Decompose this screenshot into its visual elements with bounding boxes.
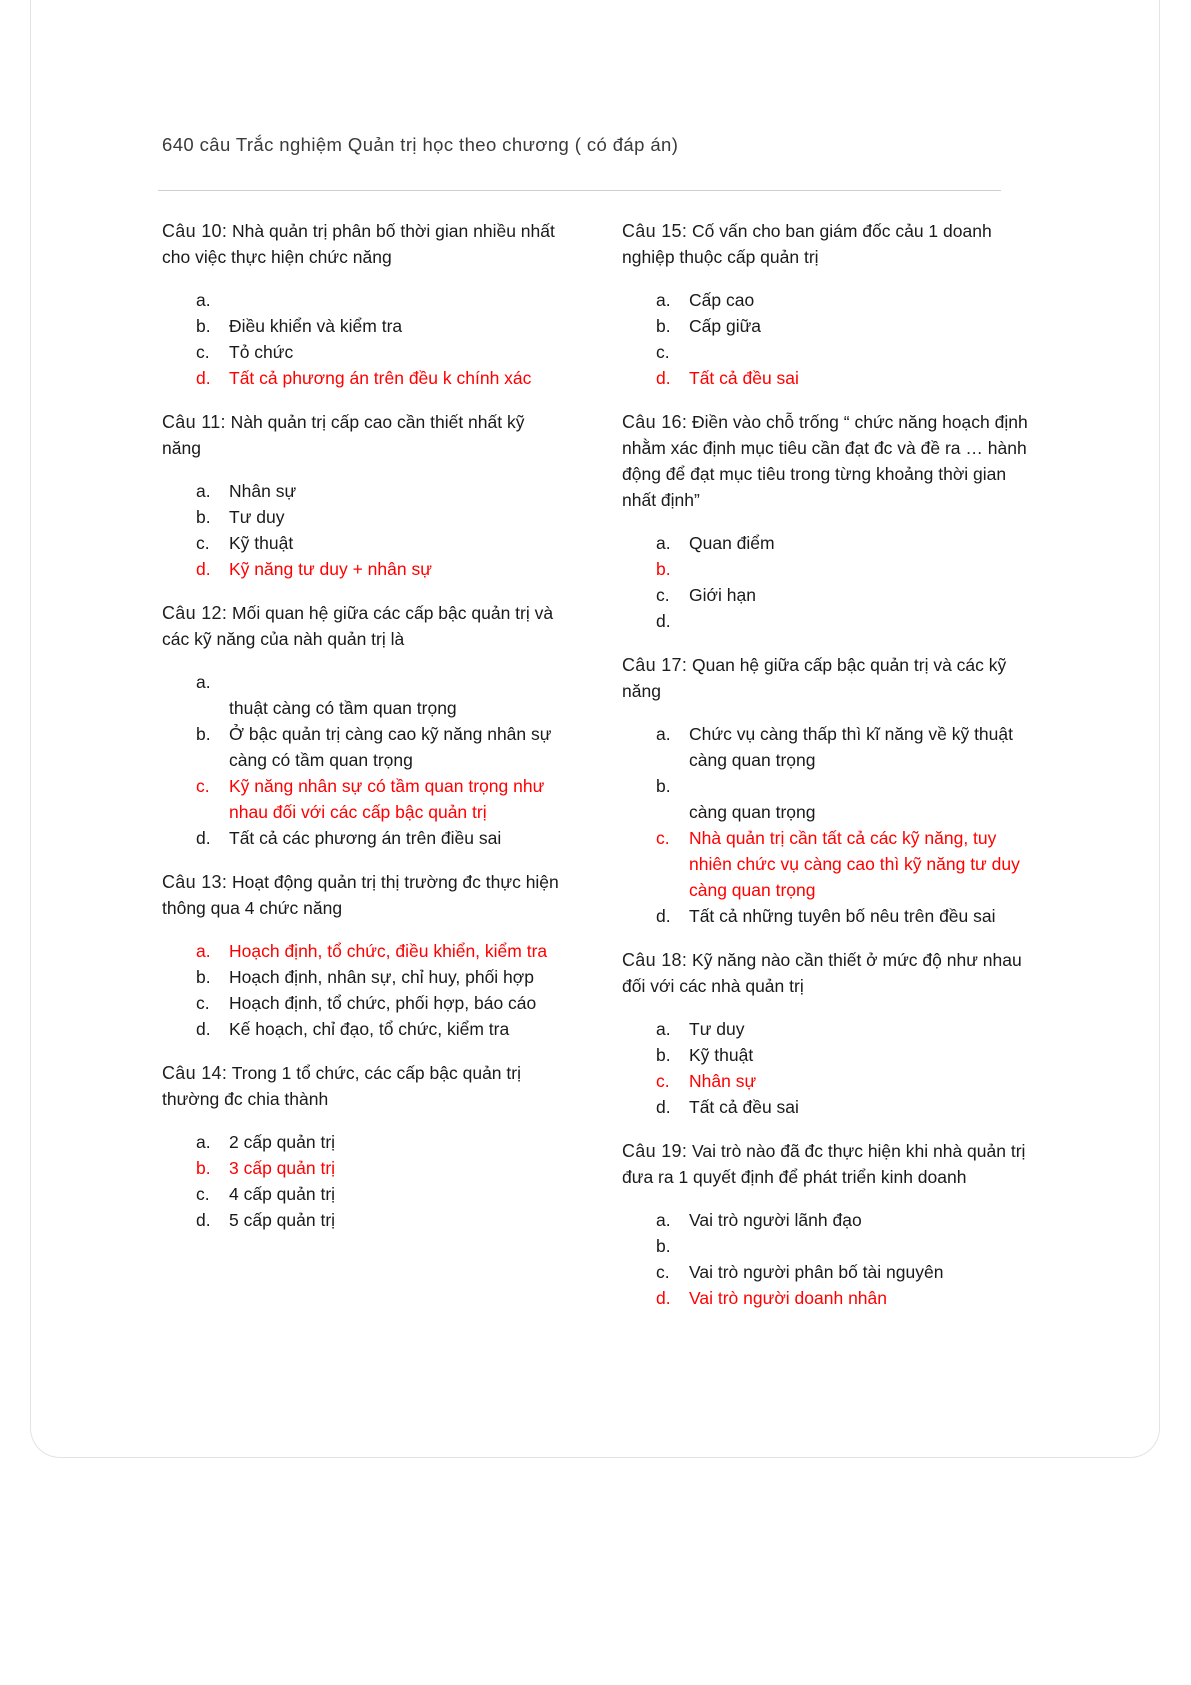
option-letter: a. bbox=[656, 1210, 671, 1230]
answer-option bbox=[162, 825, 567, 851]
option-letter: c. bbox=[656, 1071, 670, 1091]
option-text: Nhân sự bbox=[689, 1071, 757, 1091]
option-letter: d. bbox=[196, 559, 211, 579]
question-body: Nhà quản trị phân bố thời gian nhiều nhất cho việc thực hiện chức năng bbox=[162, 221, 555, 267]
answer-option bbox=[622, 773, 1032, 799]
option-letter: d. bbox=[196, 1210, 211, 1230]
option-letter: a. bbox=[656, 533, 671, 553]
question-text bbox=[622, 1138, 1032, 1190]
question-number: Câu 15: bbox=[622, 221, 688, 241]
option-continuation-text: thuật càng có tầm quan trọng bbox=[229, 698, 457, 718]
option-letter: a. bbox=[196, 672, 211, 692]
question-number: Câu 16: bbox=[622, 412, 688, 432]
option-letter: c. bbox=[196, 342, 210, 362]
option-letter: a. bbox=[196, 290, 211, 310]
option-text: Kỹ năng tư duy + nhân sự bbox=[229, 559, 432, 579]
answer-option bbox=[622, 287, 1032, 313]
option-text: Hoạch định, nhân sự, chỉ huy, phối hợp bbox=[229, 967, 535, 987]
question-body: Nàh quản trị cấp cao cần thiết nhất kỹ năng bbox=[162, 412, 525, 458]
answer-options bbox=[622, 287, 1032, 391]
option-letter: b. bbox=[656, 1045, 671, 1065]
answer-option-correct bbox=[622, 365, 1032, 391]
answer-options bbox=[622, 721, 1032, 929]
option-text bbox=[689, 773, 1032, 799]
answer-option-correct bbox=[162, 1155, 567, 1181]
question-number: Câu 12: bbox=[162, 603, 228, 623]
option-letter: b. bbox=[656, 316, 671, 336]
question-text bbox=[622, 218, 1032, 270]
option-text: Nhà quản trị cần tất cả các kỹ năng, tuy nhiên chức vụ càng cao thì kỹ năng tư duy càng quan trọng bbox=[689, 828, 1020, 900]
question-number: Câu 10: bbox=[162, 221, 228, 241]
answer-option-correct bbox=[622, 556, 1032, 582]
answer-option bbox=[622, 1259, 1032, 1285]
option-continuation bbox=[162, 695, 567, 721]
question-body: Trong 1 tổ chức, các cấp bậc quản trị thường đc chia thành bbox=[162, 1063, 521, 1109]
document-header: 640 câu Trắc nghiệm Quản trị học theo chương ( có đáp án) bbox=[162, 134, 679, 155]
answer-option-correct bbox=[622, 1285, 1032, 1311]
option-letter: b. bbox=[656, 1236, 671, 1256]
option-text: Tư duy bbox=[229, 507, 285, 527]
answer-option bbox=[622, 1233, 1032, 1259]
question-block-18 bbox=[622, 947, 1032, 1120]
option-text: 4 cấp quản trị bbox=[229, 1184, 336, 1204]
answer-options bbox=[162, 1129, 567, 1233]
answer-option bbox=[162, 721, 567, 773]
right-column bbox=[622, 218, 1032, 1329]
question-block-11 bbox=[162, 409, 567, 582]
question-body: Hoạt động quản trị thị trường đc thực hiện thông qua 4 chức năng bbox=[162, 872, 559, 918]
option-text: Giới hạn bbox=[689, 585, 756, 605]
option-letter: c. bbox=[196, 993, 210, 1013]
option-text: Quan điểm bbox=[689, 533, 775, 553]
option-text bbox=[229, 669, 567, 695]
option-text: Ở bậc quản trị càng cao kỹ năng nhân sự càng có tầm quan trọng bbox=[229, 724, 552, 770]
option-text: Tất cả đều sai bbox=[689, 368, 799, 388]
question-number: Câu 11: bbox=[162, 412, 226, 432]
option-text: Tư duy bbox=[689, 1019, 745, 1039]
question-number: Câu 13: bbox=[162, 872, 228, 892]
answer-option bbox=[162, 669, 567, 695]
left-column bbox=[162, 218, 567, 1251]
option-letter: c. bbox=[196, 776, 210, 796]
answer-option bbox=[162, 313, 567, 339]
question-body: Quan hệ giữa cấp bậc quản trị và các kỹ năng bbox=[622, 655, 1007, 701]
option-letter: a. bbox=[656, 1019, 671, 1039]
question-text bbox=[622, 409, 1032, 513]
answer-option-correct bbox=[622, 825, 1032, 903]
option-letter: d. bbox=[656, 368, 671, 388]
option-letter: a. bbox=[196, 481, 211, 501]
option-letter-spacer bbox=[196, 695, 229, 721]
header-divider bbox=[158, 190, 1001, 191]
option-text bbox=[689, 1233, 1032, 1259]
answer-options bbox=[622, 530, 1032, 634]
question-block-10 bbox=[162, 218, 567, 391]
option-text: Hoạch định, tổ chức, phối hợp, báo cáo bbox=[229, 993, 537, 1013]
answer-option bbox=[162, 1129, 567, 1155]
option-letter-spacer bbox=[656, 799, 689, 825]
question-text bbox=[162, 1060, 567, 1112]
answer-option bbox=[622, 313, 1032, 339]
option-letter: b. bbox=[196, 1158, 211, 1178]
question-text bbox=[162, 218, 567, 270]
option-letter: c. bbox=[656, 828, 670, 848]
option-letter: c. bbox=[656, 1262, 670, 1282]
option-text: Tỏ chức bbox=[229, 342, 294, 362]
answer-option bbox=[162, 1207, 567, 1233]
answer-option bbox=[162, 1016, 567, 1042]
question-block-19 bbox=[622, 1138, 1032, 1311]
option-letter: c. bbox=[196, 533, 210, 553]
question-block-13 bbox=[162, 869, 567, 1042]
question-text bbox=[622, 947, 1032, 999]
option-letter: b. bbox=[656, 776, 671, 796]
answer-option bbox=[622, 582, 1032, 608]
option-text: Tất cả đều sai bbox=[689, 1097, 799, 1117]
option-letter: d. bbox=[656, 611, 671, 631]
question-number: Câu 14: bbox=[162, 1063, 228, 1083]
question-block-14 bbox=[162, 1060, 567, 1233]
option-text: Kỹ thuật bbox=[229, 533, 294, 553]
question-text bbox=[162, 600, 567, 652]
answer-option bbox=[622, 339, 1032, 365]
answer-options bbox=[162, 938, 567, 1042]
answer-option bbox=[622, 721, 1032, 773]
option-letter: c. bbox=[656, 342, 670, 362]
question-block-15 bbox=[622, 218, 1032, 391]
answer-option bbox=[162, 504, 567, 530]
option-text bbox=[689, 339, 1032, 365]
answer-option bbox=[622, 608, 1032, 634]
answer-option bbox=[622, 1094, 1032, 1120]
option-letter: b. bbox=[196, 507, 211, 527]
answer-option bbox=[622, 903, 1032, 929]
option-text: Kỹ thuật bbox=[689, 1045, 754, 1065]
question-body: Điền vào chỗ trống “ chức năng hoạch định nhằm xác định mục tiêu cần đạt đc và đề ra … hành động để đạt mục tiêu trong từng khoảng thời gian nhất định” bbox=[622, 412, 1028, 510]
option-letter: d. bbox=[196, 1019, 211, 1039]
answer-option-correct bbox=[162, 556, 567, 582]
question-body: Mối quan hệ giữa các cấp bậc quản trị và các kỹ năng của nàh quản trị là bbox=[162, 603, 554, 649]
option-text: Nhân sự bbox=[229, 481, 297, 501]
option-letter: b. bbox=[196, 967, 211, 987]
answer-option bbox=[162, 990, 567, 1016]
option-text: Vai trò người phân bố tài nguyên bbox=[689, 1262, 944, 1282]
option-text: Tất cả những tuyên bố nêu trên đều sai bbox=[689, 906, 996, 926]
question-number: Câu 19: bbox=[622, 1141, 688, 1161]
option-text: Chức vụ càng thấp thì kĩ năng về kỹ thuật càng quan trọng bbox=[689, 724, 1013, 770]
answer-option-correct bbox=[162, 773, 567, 825]
option-text bbox=[689, 608, 1032, 634]
option-text: 5 cấp quản trị bbox=[229, 1210, 336, 1230]
option-letter: d. bbox=[196, 368, 211, 388]
option-letter: d. bbox=[196, 828, 211, 848]
question-body: Vai trò nào đã đc thực hiện khi nhà quản trị đưa ra 1 quyết định để phát triển kinh doanh bbox=[622, 1141, 1026, 1187]
answer-options bbox=[162, 669, 567, 851]
option-letter: a. bbox=[656, 724, 671, 744]
answer-option bbox=[622, 1042, 1032, 1068]
answer-option bbox=[162, 1181, 567, 1207]
answer-option bbox=[162, 287, 567, 313]
answer-options bbox=[622, 1207, 1032, 1311]
option-continuation-text: càng quan trọng bbox=[689, 802, 816, 822]
option-text: Điều khiển và kiểm tra bbox=[229, 316, 403, 336]
option-letter: b. bbox=[656, 559, 671, 579]
option-letter: c. bbox=[656, 585, 670, 605]
question-block-16 bbox=[622, 409, 1032, 634]
question-body: Kỹ năng nào cần thiết ở mức độ như nhau đối với các nhà quản trị bbox=[622, 950, 1022, 996]
option-text: Kỹ năng nhân sự có tầm quan trọng như nhau đối với các cấp bậc quản trị bbox=[229, 776, 545, 822]
answer-options bbox=[162, 478, 567, 582]
option-text: 2 cấp quản trị bbox=[229, 1132, 336, 1152]
answer-option bbox=[162, 530, 567, 556]
option-text bbox=[689, 556, 1032, 582]
option-letter: b. bbox=[196, 316, 211, 336]
option-continuation bbox=[622, 799, 1032, 825]
option-letter: a. bbox=[656, 290, 671, 310]
question-block-12 bbox=[162, 600, 567, 851]
option-text bbox=[229, 287, 567, 313]
option-text: Vai trò người doanh nhân bbox=[689, 1288, 888, 1308]
answer-option bbox=[622, 1207, 1032, 1233]
option-letter: b. bbox=[196, 724, 211, 744]
answer-option-correct bbox=[162, 938, 567, 964]
question-text bbox=[622, 652, 1032, 704]
question-number: Câu 18: bbox=[622, 950, 688, 970]
answer-option-correct bbox=[162, 365, 567, 391]
question-body: Cố vấn cho ban giám đốc cảu 1 doanh nghiệp thuộc cấp quản trị bbox=[622, 221, 992, 267]
answer-option bbox=[162, 339, 567, 365]
option-letter: c. bbox=[196, 1184, 210, 1204]
option-text: 3 cấp quản trị bbox=[229, 1158, 336, 1178]
option-text: Cấp cao bbox=[689, 290, 755, 310]
option-letter: d. bbox=[656, 906, 671, 926]
answer-option-correct bbox=[622, 1068, 1032, 1094]
option-text: Kế hoạch, chỉ đạo, tổ chức, kiểm tra bbox=[229, 1019, 510, 1039]
option-text: Tất cả phương án trên đều k chính xác bbox=[229, 368, 532, 388]
answer-option bbox=[162, 478, 567, 504]
question-block-17 bbox=[622, 652, 1032, 929]
option-text: Vai trò người lãnh đạo bbox=[689, 1210, 862, 1230]
option-text: Cấp giữa bbox=[689, 316, 762, 336]
option-letter: a. bbox=[196, 941, 211, 961]
option-text: Hoạch định, tổ chức, điều khiển, kiểm tra bbox=[229, 941, 548, 961]
question-text bbox=[162, 869, 567, 921]
answer-options bbox=[622, 1016, 1032, 1120]
option-letter: d. bbox=[656, 1288, 671, 1308]
option-text: Tất cả các phương án trên điều sai bbox=[229, 828, 502, 848]
option-letter: a. bbox=[196, 1132, 211, 1152]
answer-option bbox=[622, 1016, 1032, 1042]
answer-option bbox=[622, 530, 1032, 556]
question-text bbox=[162, 409, 567, 461]
answer-option bbox=[162, 964, 567, 990]
option-letter: d. bbox=[656, 1097, 671, 1117]
answer-options bbox=[162, 287, 567, 391]
question-number: Câu 17: bbox=[622, 655, 688, 675]
